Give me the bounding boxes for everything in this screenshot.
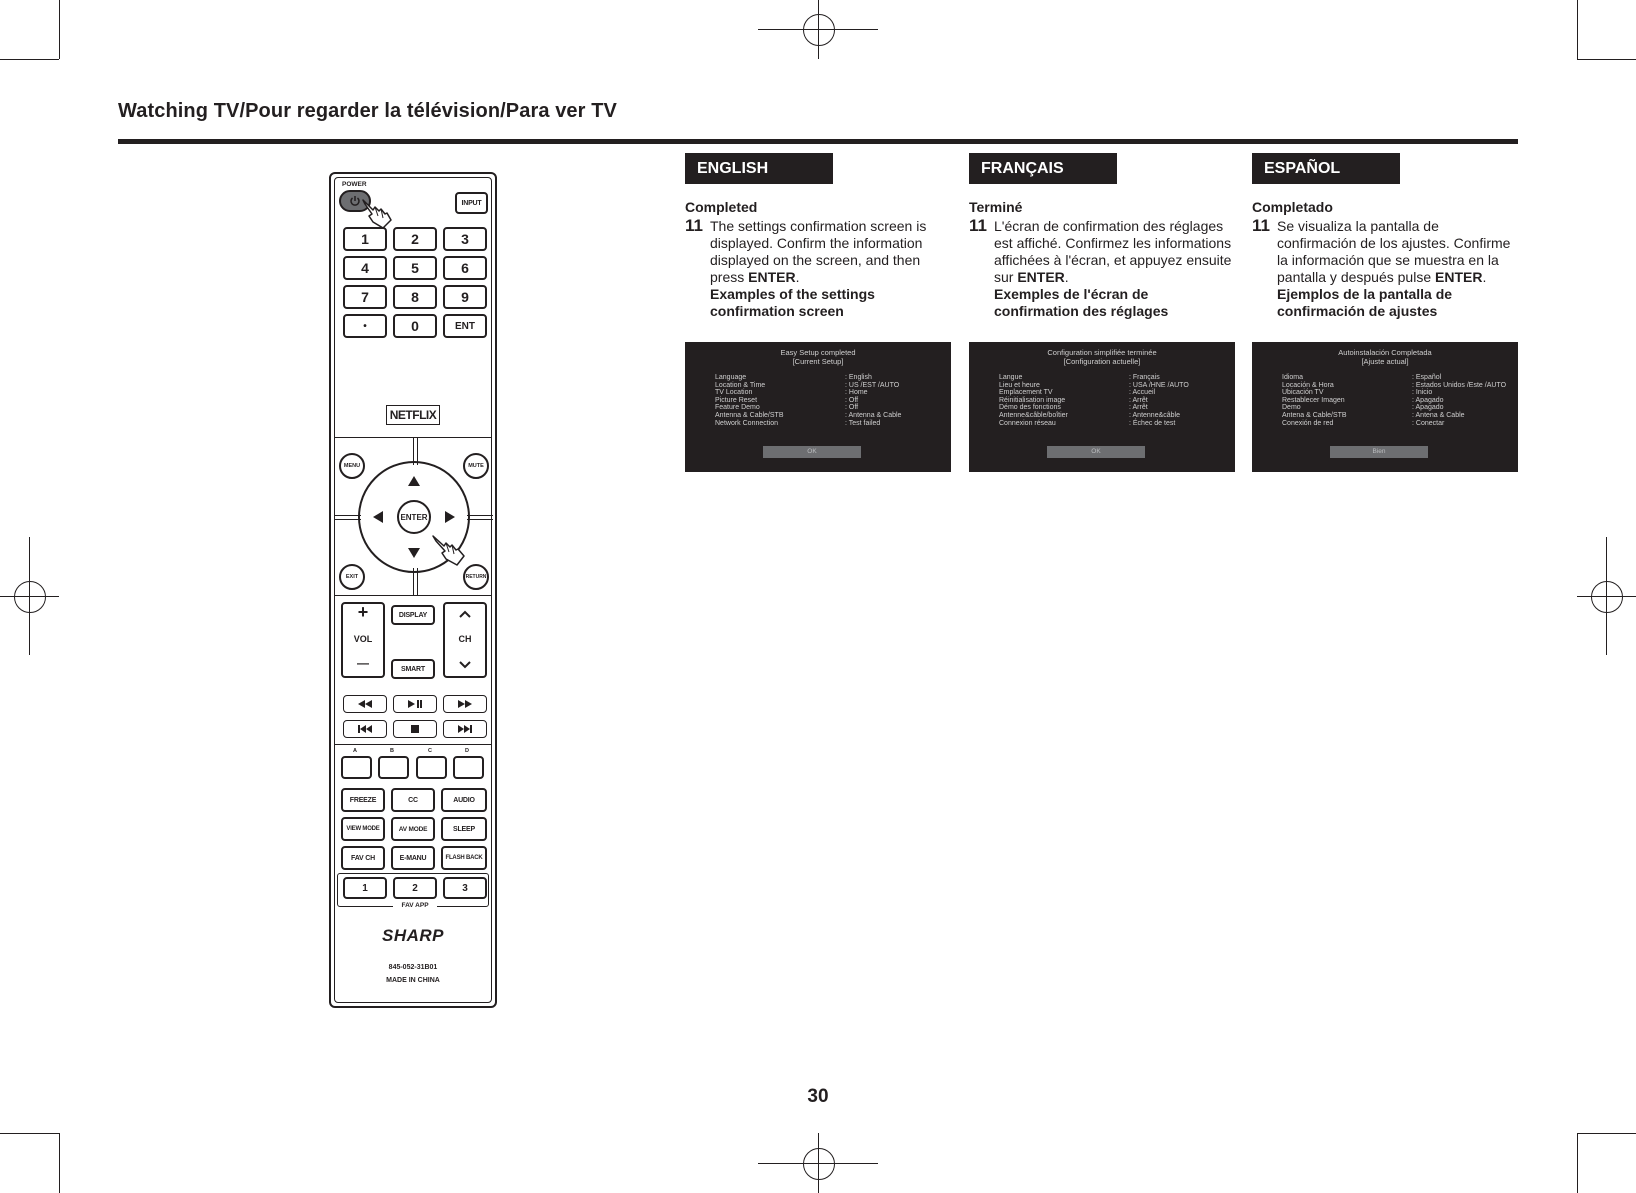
screen-row: Antena & Cable/STB : Antena & Cable (1282, 411, 1465, 419)
title-rule (118, 139, 1518, 144)
examples-heading: Exemples de l'écran de confirmation des réglages (994, 286, 1169, 319)
menu-button[interactable]: MENU (339, 453, 365, 479)
screen-header: Configuration simplifiée terminée [Configuration actuelle] (1047, 348, 1157, 366)
stop-button[interactable] (393, 720, 437, 738)
divider (335, 595, 491, 596)
screen-row: Connexion réseau : Échec de test (999, 419, 1176, 427)
screen-espanol (1252, 342, 1518, 472)
lang-tab: FRANÇAIS (969, 153, 1117, 184)
power-label: POWER (342, 181, 367, 188)
step-punct: . (1482, 269, 1487, 285)
screen-row: Language : English (715, 374, 872, 381)
examples-heading: Ejemplos de la pantalla de confirmación de ajustes (1277, 286, 1453, 319)
mute-button[interactable]: MUTE (463, 453, 489, 479)
step-body: L'écran de confirmation des réglages est affiché. Confirmez les informations affichées à l'écran, et appuyez ensuite sur (994, 218, 1232, 285)
screen-row: Picture Reset : Off (715, 396, 859, 404)
key-6[interactable]: 6 (443, 256, 487, 280)
screen-row: Démo des fonctions : Arrêt (999, 404, 1148, 412)
fav-app-2[interactable]: 2 (393, 877, 437, 899)
skip-forward-button[interactable] (443, 720, 487, 738)
step-punct: . (795, 269, 800, 285)
screen-francais (969, 342, 1235, 472)
screen-row: Restablecer Imagen : Apagado (1282, 396, 1444, 404)
enter-keyword: ENTER (748, 269, 796, 285)
skip-back-button[interactable] (343, 720, 387, 738)
step-text (969, 218, 1235, 320)
key-3[interactable]: 3 (443, 227, 487, 251)
step-text (1252, 218, 1518, 320)
screen-row: Ubicación TV : Inicio (1282, 389, 1433, 397)
screen-rows (715, 374, 947, 427)
color-label-a: A (353, 748, 357, 754)
key-4[interactable]: 4 (343, 256, 387, 280)
screen-row: Feature Demo : Off (715, 404, 859, 412)
fav-app-3[interactable]: 3 (443, 877, 487, 899)
flash-back-button[interactable]: FLASH BACK (441, 846, 487, 870)
screen-row: Demo : Apagado (1282, 404, 1444, 412)
pointing-hand-icon (359, 196, 393, 230)
fav-app-1[interactable]: 1 (343, 877, 387, 899)
color-button-c[interactable] (416, 756, 447, 779)
subheading: Terminé (969, 199, 1023, 215)
enter-button[interactable]: ENTER (397, 500, 431, 534)
subheading: Completado (1252, 199, 1333, 215)
screen-header: Autoinstalación Completada [Ajuste actual] (1338, 348, 1432, 366)
screen-row: Idioma : Español (1282, 374, 1442, 381)
screen-row: Lieu et heure : USA /HNE /AUTO (999, 381, 1189, 389)
screen-rows (999, 374, 1231, 427)
screen-row: TV Location : Home (715, 389, 868, 397)
cc-button[interactable]: CC (391, 788, 435, 812)
key-8[interactable]: 8 (393, 285, 437, 309)
key-dot[interactable]: • (343, 314, 387, 338)
skip-back-icon (358, 725, 372, 733)
divider (335, 744, 491, 745)
enter-keyword: ENTER (1017, 269, 1065, 285)
key-2[interactable]: 2 (393, 227, 437, 251)
fav-ch-button[interactable]: FAV CH (341, 846, 385, 870)
down-arrow-icon[interactable] (408, 548, 420, 558)
fast-forward-button[interactable] (443, 695, 487, 713)
play-pause-icon (408, 700, 422, 708)
view-mode-button[interactable]: VIEW MODE (341, 817, 385, 841)
screen-row: Emplacement TV : Accueil (999, 389, 1156, 397)
step-body: Se visualiza la pantalla de confirmación de los ajustes. Confirme la información que se muestra en la pantalla y después pulse (1277, 218, 1511, 285)
step-body: The settings confirmation screen is displayed. Confirm the information displayed on the screen, and then press (710, 218, 927, 285)
freeze-button[interactable]: FREEZE (341, 788, 385, 812)
play-pause-button[interactable] (393, 695, 437, 713)
page-number: 30 (807, 1086, 829, 1107)
color-button-b[interactable] (378, 756, 409, 779)
color-label-b: B (390, 748, 394, 754)
screen-row: Réinitialisation image : Arrêt (999, 396, 1148, 404)
stop-icon (411, 725, 419, 733)
sleep-button[interactable]: SLEEP (441, 817, 487, 841)
av-mode-button[interactable]: AV MODE (391, 817, 435, 841)
screen-row: Location & Time : US /EST /AUTO (715, 381, 900, 389)
fav-app-label: FAV APP (393, 902, 437, 909)
screen-header: Easy Setup completed [Current Setup] (780, 348, 856, 366)
vol-up-label: + (357, 602, 369, 622)
ch-label: CH (458, 634, 472, 644)
e-manu-button[interactable]: E-MANU (391, 846, 435, 870)
netflix-button[interactable]: NETFLIX (386, 405, 440, 425)
key-1[interactable]: 1 (343, 227, 387, 251)
key-5[interactable]: 5 (393, 256, 437, 280)
column-francais (969, 153, 1235, 320)
rewind-icon (358, 700, 372, 708)
vol-label: VOL (353, 634, 373, 644)
step-number: 11 (1252, 216, 1270, 235)
examples-heading: Examples of the settings confirmation screen (710, 286, 875, 319)
made-in: MADE IN CHINA (386, 977, 440, 984)
key-0[interactable]: 0 (393, 314, 437, 338)
smart-button[interactable]: SMART (391, 659, 435, 679)
screen-row: Network Connection : Test failed (715, 419, 881, 427)
screen-row: Antenna & Cable/STB : Antenna & Cable (715, 411, 902, 419)
screen-row: Antenne&câble/boîtier : Antenne&câble (999, 411, 1180, 419)
lang-tab: ESPAÑOL (1252, 153, 1400, 184)
brand-logo: SHARP (381, 926, 444, 945)
page-title: Watching TV/Pour regarder la télévision/Para ver TV (118, 100, 617, 122)
step-text (685, 218, 951, 320)
fast-forward-icon (458, 700, 472, 708)
skip-forward-icon (458, 725, 472, 733)
lang-tab: ENGLISH (685, 153, 833, 184)
color-label-d: D (465, 748, 469, 754)
step-punct: . (1064, 269, 1069, 285)
remote-control (329, 172, 497, 1008)
vol-down-label: — (357, 656, 369, 670)
color-button-d[interactable] (453, 756, 484, 779)
enter-keyword: ENTER (1435, 269, 1483, 285)
column-espanol (1252, 153, 1518, 320)
left-arrow-icon[interactable] (373, 511, 383, 523)
screen-row: Langue : Français (999, 374, 1160, 381)
ok-button[interactable]: OK (1047, 446, 1145, 458)
ok-button[interactable]: OK (763, 446, 861, 458)
screen-rows (1282, 374, 1514, 427)
pointing-hand-icon (431, 534, 467, 568)
screen-row: Conexión de red : Conectar (1282, 419, 1445, 427)
rewind-button[interactable] (343, 695, 387, 713)
subheading: Completed (685, 199, 758, 215)
input-button[interactable]: INPUT (455, 192, 488, 214)
chevron-up-icon (459, 610, 471, 618)
color-label-c: C (428, 748, 432, 754)
model-number: 845-052-31B01 (388, 964, 438, 971)
display-button[interactable]: DISPLAY (391, 605, 435, 625)
column-english (685, 153, 951, 320)
color-button-a[interactable] (341, 756, 372, 779)
exit-button[interactable]: EXIT (339, 564, 365, 590)
up-arrow-icon[interactable] (408, 476, 420, 486)
audio-button[interactable]: AUDIO (441, 788, 487, 812)
nav-spoke (467, 515, 493, 520)
screen-english (685, 342, 951, 472)
screen-row: Locación & Hora : Estados Unidos /Este /AUTO (1282, 381, 1507, 389)
step-number: 11 (969, 216, 987, 235)
ok-button[interactable]: Bien (1330, 446, 1428, 458)
step-number: 11 (685, 216, 703, 235)
key-9[interactable]: 9 (443, 285, 487, 309)
chevron-down-icon (459, 661, 471, 669)
key-ent[interactable]: ENT (443, 314, 487, 338)
key-7[interactable]: 7 (343, 285, 387, 309)
return-button[interactable]: RETURN (463, 564, 489, 590)
right-arrow-icon[interactable] (445, 511, 455, 523)
